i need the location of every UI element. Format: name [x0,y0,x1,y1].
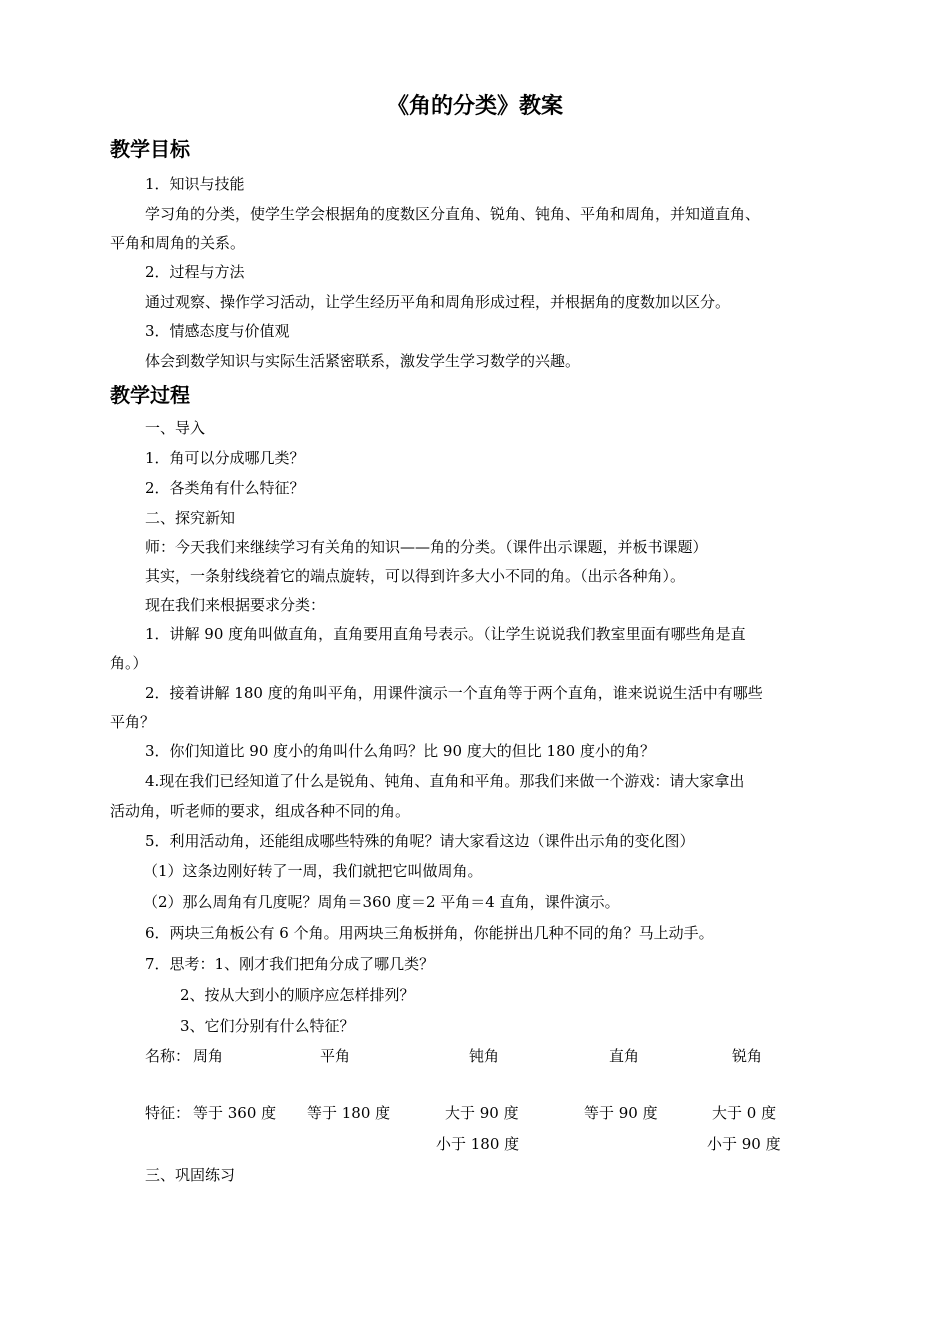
process-line: 5．利用活动角，还能组成哪些特殊的角呢？请大家看这边（课件出示角的变化图） [145,832,695,850]
table-feature-cell: 大于 0 度 [712,1104,777,1122]
process-line: 6．两块三角板公有 6 个角。用两块三角板拼角，你能拼出几种不同的角？马上动手。 [145,924,714,942]
process-line: 现在我们来根据要求分类： [145,596,326,614]
process-line: （2）那么周角有几度呢？周角＝360 度＝2 平角＝4 直角，课件演示。 [143,893,620,911]
section-heading-objectives: 教学目标 [110,137,190,161]
process-line: 4.现在我们已经知道了什么是锐角、钝角、直角和平角。那我们来做一个游戏：请大家拿出 [145,772,745,790]
process-line: 角。） [110,654,148,672]
objective-line: 学习角的分类，使学生学会根据角的度数区分直角、锐角、钝角、平角和周角，并知道直角、 [145,205,761,223]
objective-line: 2．过程与方法 [145,263,245,281]
process-line: 活动角，听老师的要求，组成各种不同的角。 [110,802,411,820]
process-line: 2．各类角有什么特征？ [145,479,305,497]
table-name-cell: 周角 [193,1047,224,1065]
section-heading-practice: 三、巩固练习 [145,1166,236,1184]
objective-line: 平角和周角的关系。 [110,234,246,252]
section-heading-process: 教学过程 [110,383,190,407]
table-feature-cell: 等于 360 度 [193,1104,277,1122]
process-line: 1．角可以分成哪几类？ [145,449,305,467]
process-line: 2、按从大到小的顺序应怎样排列？ [180,986,415,1004]
process-line: 7．思考：1、刚才我们把角分成了哪几类？ [145,955,435,973]
table-name-label: 名称： [145,1047,191,1065]
objective-line: 通过观察、操作学习活动，让学生经历平角和周角形成过程，并根据角的度数加以区分。 [145,293,731,311]
process-line: （1）这条边刚好转了一周，我们就把它叫做周角。 [143,862,483,880]
document-title: 《角的分类》教案 [386,94,563,119]
objective-line: 体会到数学知识与实际生活紧密联系，激发学生学习数学的兴趣。 [145,352,581,370]
process-line: 3、它们分别有什么特征？ [180,1017,355,1035]
table-feature-label: 特征： [145,1104,191,1122]
process-line: 一、导入 [145,419,206,437]
table-name-cell: 直角 [609,1047,640,1065]
table-name-cell: 平角 [320,1047,351,1065]
process-line: 二、探究新知 [145,509,236,527]
process-line: 3．你们知道比 90 度小的角叫什么角吗？比 90 度大的但比 180 度小的角？ [145,742,655,760]
table-feature-cell: 小于 90 度 [707,1135,781,1153]
process-line: 2．接着讲解 180 度的角叫平角，用课件演示一个直角等于两个直角，谁来说说生活中有哪些 [145,684,763,702]
table-feature-cell: 等于 90 度 [584,1104,658,1122]
table-feature-cell: 等于 180 度 [307,1104,391,1122]
objective-line: 3．情感态度与价值观 [145,322,290,340]
table-feature-cell: 小于 180 度 [436,1135,520,1153]
process-line: 1．讲解 90 度角叫做直角，直角要用直角号表示。（让学生说说我们教室里面有哪些角是直 [145,625,746,643]
process-line: 师：今天我们来继续学习有关角的知识——角的分类。（课件出示课题，并板书课题） [145,538,708,556]
table-feature-cell: 大于 90 度 [445,1104,519,1122]
objective-line: 1．知识与技能 [145,175,245,193]
table-name-cell: 钝角 [469,1047,500,1065]
process-line: 其实，一条射线绕着它的端点旋转，可以得到许多大小不同的角。（出示各种角）。 [145,567,686,585]
table-name-cell: 锐角 [732,1047,763,1065]
process-line: 平角？ [110,713,156,731]
